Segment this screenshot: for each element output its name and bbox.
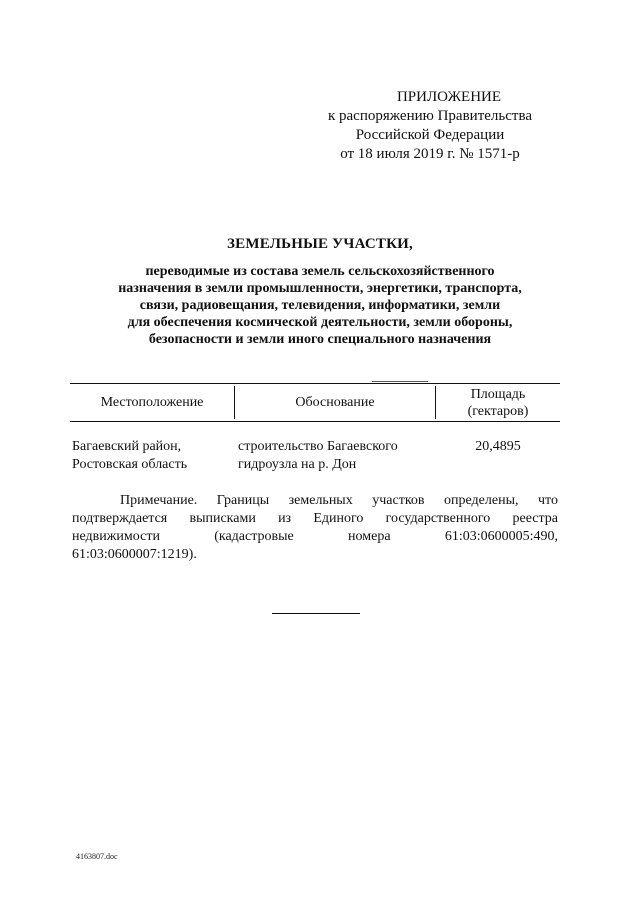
table-header <box>70 383 560 422</box>
decorative-rule <box>372 381 428 382</box>
cell-basis-line: гидроузла на р. Дон <box>238 457 357 472</box>
subtitle-line: для обеспечения космической деятельности, земли обороны, <box>127 315 513 330</box>
cell-location-line: Багаевский район, <box>72 439 182 454</box>
note-line: недвижимости (кадастровые номера 61:03:0600005:490, <box>72 529 558 544</box>
subtitle-line: назначения в земли промышленности, энергетики, транспорта, <box>118 281 522 296</box>
cell-location-line: Ростовская область <box>72 457 188 472</box>
land-plots-table <box>70 383 560 478</box>
header-area-title: Площадь <box>470 386 526 402</box>
subtitle-line: связи, радиовещания, телевидения, информатики, земли <box>139 298 501 313</box>
appendix-order-ref: к распоряжению Правительства <box>327 108 532 124</box>
document-subtitle <box>0 263 640 348</box>
end-rule <box>272 613 360 614</box>
header-area <box>436 384 560 421</box>
note-line: 61:03:0600007:1219). <box>72 547 197 562</box>
appendix-header <box>310 88 550 164</box>
appendix-authority: Российской Федерации <box>355 127 505 143</box>
appendix-date-number: от 18 июля 2019 г. № 1571-р <box>340 146 520 162</box>
subtitle-line: переводимые из состава земель сельскохозяйственного <box>145 264 495 279</box>
document-title: ЗЕМЕЛЬНЫЕ УЧАСТКИ, <box>227 236 413 252</box>
header-location: Местоположение <box>100 395 204 410</box>
note-line: подтверждается выписками из Единого государственного реестра <box>72 511 558 526</box>
note-paragraph <box>72 492 558 564</box>
cell-area: 20,4895 <box>475 439 521 454</box>
note-line: Примечание. Границы земельных участков определены, что <box>120 493 558 508</box>
cell-basis <box>238 438 434 474</box>
cell-location <box>72 438 232 474</box>
subtitle-line: безопасности и земли иного специального назначения <box>148 332 492 347</box>
table-row <box>70 438 560 478</box>
header-basis: Обоснование <box>295 395 375 410</box>
cell-basis-line: строительство Багаевского <box>238 439 398 454</box>
header-area-unit: (гектаров) <box>467 403 529 419</box>
document-file-id: 4163807.doc <box>76 852 118 861</box>
appendix-label: ПРИЛОЖЕНИЕ <box>396 89 502 105</box>
